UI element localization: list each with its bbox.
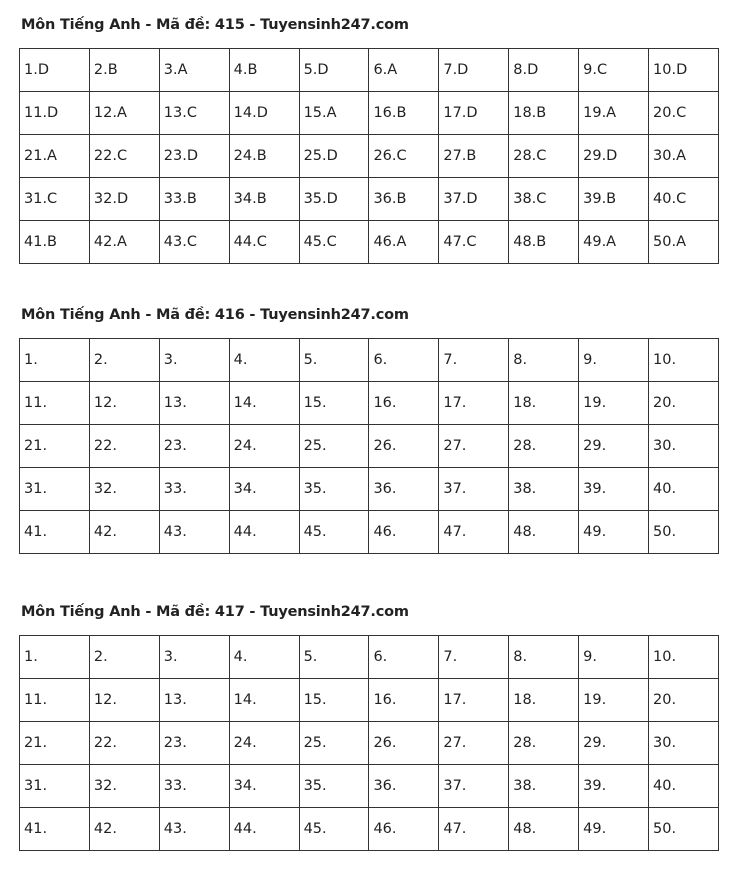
answer-cell: 12.: [89, 382, 159, 425]
answer-cell: 31.C: [20, 178, 90, 221]
answer-cell: 35.: [299, 765, 369, 808]
answer-cell: 49.: [579, 511, 649, 554]
answer-cell: 6.: [369, 636, 439, 679]
answer-cell: 24.: [229, 425, 299, 468]
answer-cell: 15.: [299, 382, 369, 425]
answer-cell: 3.: [159, 339, 229, 382]
answer-cell: 31.: [20, 468, 90, 511]
answer-cell: 47.: [439, 808, 509, 851]
answer-cell: 25.: [299, 722, 369, 765]
answer-cell: 47.: [439, 511, 509, 554]
answer-cell: 26.C: [369, 135, 439, 178]
table-row: [20, 765, 719, 808]
answer-cell: 47.C: [439, 221, 509, 264]
answer-cell: 25.D: [299, 135, 369, 178]
answer-cell: 29.D: [579, 135, 649, 178]
answer-cell: 46.A: [369, 221, 439, 264]
answer-cell: 5.D: [299, 49, 369, 92]
answer-cell: 46.: [369, 511, 439, 554]
answer-cell: 23.: [159, 425, 229, 468]
answer-cell: 41.B: [20, 221, 90, 264]
table-row: [20, 425, 719, 468]
answer-cell: 27.: [439, 425, 509, 468]
answer-cell: 31.: [20, 765, 90, 808]
answer-cell: 39.: [579, 468, 649, 511]
answer-cell: 16.B: [369, 92, 439, 135]
answer-cell: 7.: [439, 339, 509, 382]
answer-cell: 11.: [20, 679, 90, 722]
answer-cell: 7.D: [439, 49, 509, 92]
answer-cell: 30.: [649, 425, 719, 468]
answer-cell: 21.: [20, 722, 90, 765]
table-row: [20, 511, 719, 554]
answer-cell: 21.A: [20, 135, 90, 178]
answer-cell: 9.: [579, 636, 649, 679]
answer-cell: 29.: [579, 722, 649, 765]
section-heading: Môn Tiếng Anh - Mã đề: 415 - Tuyensinh247.com: [21, 17, 409, 33]
answer-cell: 33.: [159, 765, 229, 808]
table-row: [20, 808, 719, 851]
answer-cell: 44.: [229, 511, 299, 554]
answer-cell: 13.: [159, 679, 229, 722]
table-row: [20, 636, 719, 679]
answer-cell: 15.: [299, 679, 369, 722]
answer-cell: 38.C: [509, 178, 579, 221]
answer-cell: 19.: [579, 679, 649, 722]
answer-cell: 19.A: [579, 92, 649, 135]
answer-cell: 36.: [369, 468, 439, 511]
answer-cell: 48.B: [509, 221, 579, 264]
answer-cell: 32.: [89, 765, 159, 808]
answer-cell: 18.B: [509, 92, 579, 135]
table-row: [20, 339, 719, 382]
table-row: [20, 49, 719, 92]
answer-cell: 17.: [439, 679, 509, 722]
answer-cell: 34.: [229, 765, 299, 808]
answer-cell: 21.: [20, 425, 90, 468]
answer-cell: 16.: [369, 679, 439, 722]
answer-cell: 38.: [509, 765, 579, 808]
answer-cell: 1.: [20, 636, 90, 679]
answer-cell: 16.: [369, 382, 439, 425]
answer-cell: 8.: [509, 636, 579, 679]
answer-cell: 22.: [89, 425, 159, 468]
answer-cell: 44.: [229, 808, 299, 851]
answer-cell: 35.: [299, 468, 369, 511]
answer-cell: 48.: [509, 808, 579, 851]
answer-cell: 6.: [369, 339, 439, 382]
answer-cell: 37.: [439, 765, 509, 808]
answer-cell: 44.C: [229, 221, 299, 264]
answer-cell: 17.D: [439, 92, 509, 135]
answer-cell: 40.: [649, 765, 719, 808]
answer-cell: 12.A: [89, 92, 159, 135]
answer-cell: 33.B: [159, 178, 229, 221]
answer-cell: 24.: [229, 722, 299, 765]
answer-cell: 27.B: [439, 135, 509, 178]
answer-cell: 34.: [229, 468, 299, 511]
answer-cell: 10.: [649, 636, 719, 679]
answer-cell: 26.: [369, 722, 439, 765]
answer-cell: 41.: [20, 511, 90, 554]
answer-cell: 8.: [509, 339, 579, 382]
answer-cell: 5.: [299, 339, 369, 382]
answer-cell: 4.B: [229, 49, 299, 92]
answer-cell: 24.B: [229, 135, 299, 178]
answer-cell: 7.: [439, 636, 509, 679]
answer-table: [19, 635, 719, 851]
table-row: [20, 722, 719, 765]
answer-cell: 33.: [159, 468, 229, 511]
answer-cell: 45.: [299, 808, 369, 851]
answer-cell: 34.B: [229, 178, 299, 221]
answer-cell: 46.: [369, 808, 439, 851]
answer-cell: 30.A: [649, 135, 719, 178]
answer-cell: 3.: [159, 636, 229, 679]
answer-cell: 20.C: [649, 92, 719, 135]
answer-cell: 25.: [299, 425, 369, 468]
answer-cell: 20.: [649, 679, 719, 722]
table-row: [20, 382, 719, 425]
answer-cell: 45.C: [299, 221, 369, 264]
answer-cell: 23.: [159, 722, 229, 765]
answer-cell: 32.D: [89, 178, 159, 221]
answer-cell: 2.: [89, 636, 159, 679]
answer-cell: 35.D: [299, 178, 369, 221]
answer-cell: 42.: [89, 511, 159, 554]
answer-cell: 14.D: [229, 92, 299, 135]
answer-cell: 4.: [229, 339, 299, 382]
answer-cell: 39.: [579, 765, 649, 808]
answer-cell: 23.D: [159, 135, 229, 178]
answer-cell: 8.D: [509, 49, 579, 92]
table-row: [20, 468, 719, 511]
answer-cell: 3.A: [159, 49, 229, 92]
answer-cell: 37.D: [439, 178, 509, 221]
table-row: [20, 679, 719, 722]
table-row: [20, 135, 719, 178]
answer-cell: 36.: [369, 765, 439, 808]
answer-cell: 4.: [229, 636, 299, 679]
answer-cell: 10.: [649, 339, 719, 382]
answer-cell: 20.: [649, 382, 719, 425]
answer-cell: 18.: [509, 679, 579, 722]
answer-cell: 49.A: [579, 221, 649, 264]
answer-cell: 42.: [89, 808, 159, 851]
answer-cell: 50.: [649, 511, 719, 554]
answer-cell: 12.: [89, 679, 159, 722]
answer-cell: 11.D: [20, 92, 90, 135]
answer-cell: 9.: [579, 339, 649, 382]
answer-cell: 49.: [579, 808, 649, 851]
answer-cell: 13.C: [159, 92, 229, 135]
answer-cell: 1.: [20, 339, 90, 382]
answer-table: [19, 338, 719, 554]
answer-cell: 40.C: [649, 178, 719, 221]
answer-cell: 26.: [369, 425, 439, 468]
answer-cell: 13.: [159, 382, 229, 425]
answer-cell: 2.: [89, 339, 159, 382]
answer-cell: 28.: [509, 425, 579, 468]
answer-cell: 42.A: [89, 221, 159, 264]
answer-cell: 19.: [579, 382, 649, 425]
answer-cell: 43.C: [159, 221, 229, 264]
answer-cell: 22.: [89, 722, 159, 765]
answer-cell: 38.: [509, 468, 579, 511]
answer-cell: 43.: [159, 808, 229, 851]
answer-cell: 18.: [509, 382, 579, 425]
answer-cell: 36.B: [369, 178, 439, 221]
answer-cell: 1.D: [20, 49, 90, 92]
answer-cell: 5.: [299, 636, 369, 679]
answer-cell: 6.A: [369, 49, 439, 92]
answer-cell: 27.: [439, 722, 509, 765]
section-heading: Môn Tiếng Anh - Mã đề: 416 - Tuyensinh247.com: [21, 307, 409, 323]
section-heading: Môn Tiếng Anh - Mã đề: 417 - Tuyensinh247.com: [21, 604, 409, 620]
answer-cell: 48.: [509, 511, 579, 554]
answer-cell: 30.: [649, 722, 719, 765]
table-row: [20, 221, 719, 264]
answer-cell: 10.D: [649, 49, 719, 92]
answer-cell: 40.: [649, 468, 719, 511]
answer-cell: 22.C: [89, 135, 159, 178]
answer-cell: 50.A: [649, 221, 719, 264]
answer-cell: 17.: [439, 382, 509, 425]
answer-cell: 14.: [229, 679, 299, 722]
answer-cell: 15.A: [299, 92, 369, 135]
answer-cell: 32.: [89, 468, 159, 511]
answer-cell: 41.: [20, 808, 90, 851]
answer-cell: 45.: [299, 511, 369, 554]
table-row: [20, 178, 719, 221]
table-row: [20, 92, 719, 135]
answer-cell: 50.: [649, 808, 719, 851]
answer-table: [19, 48, 719, 264]
answer-cell: 28.: [509, 722, 579, 765]
answer-cell: 14.: [229, 382, 299, 425]
answer-cell: 37.: [439, 468, 509, 511]
answer-cell: 28.C: [509, 135, 579, 178]
answer-cell: 2.B: [89, 49, 159, 92]
answer-cell: 9.C: [579, 49, 649, 92]
answer-cell: 43.: [159, 511, 229, 554]
answer-cell: 29.: [579, 425, 649, 468]
answer-cell: 11.: [20, 382, 90, 425]
answer-cell: 39.B: [579, 178, 649, 221]
